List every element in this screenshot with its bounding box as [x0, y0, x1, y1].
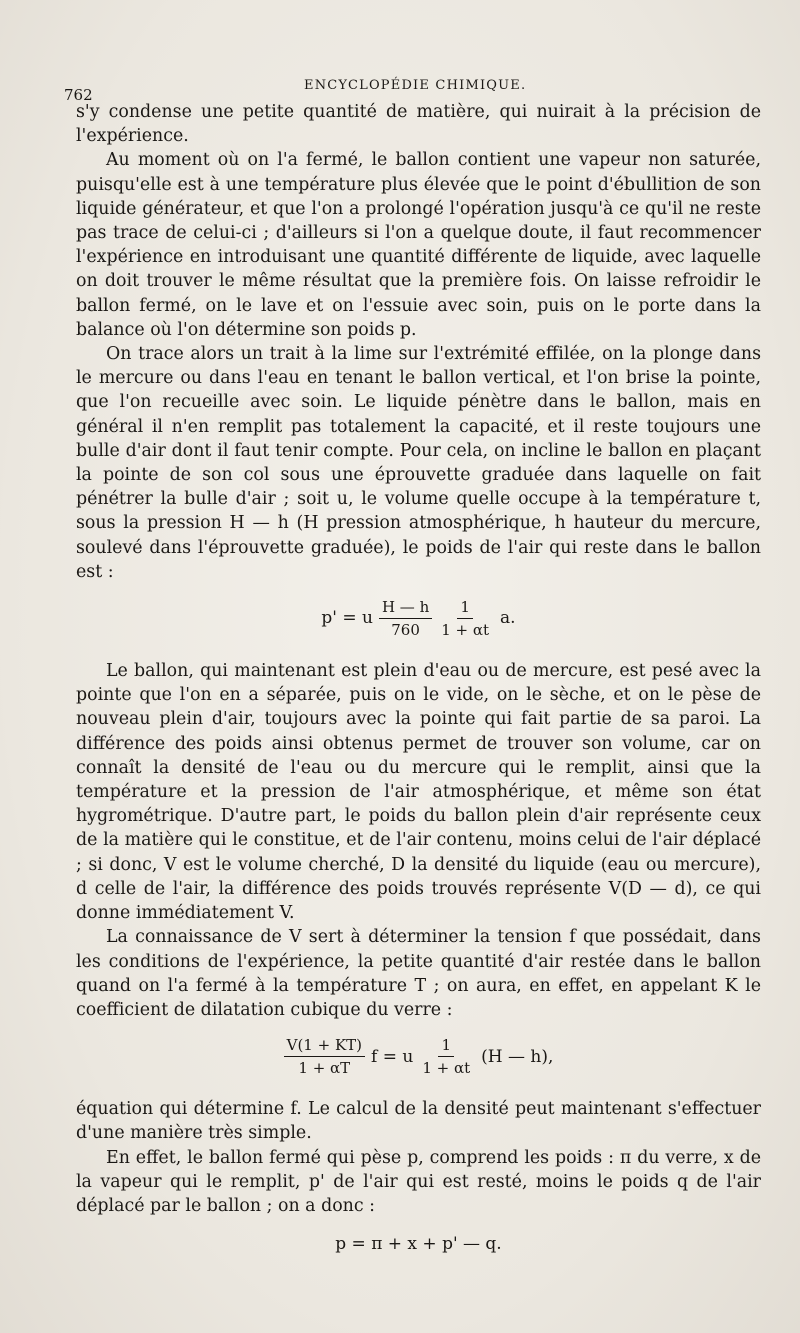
fraction-numerator: H — h	[379, 598, 432, 619]
formula-tail: (H — h),	[481, 1046, 554, 1067]
formula-middle: f = u	[371, 1046, 414, 1067]
fraction-denominator: 1 + αT	[298, 1059, 351, 1078]
formula-lhs: p' = u	[321, 608, 373, 629]
formula-balance	[76, 1232, 761, 1256]
page-header	[64, 78, 754, 102]
body-text	[76, 100, 761, 1276]
fraction-temperature	[419, 1036, 473, 1077]
page-number: 762	[64, 86, 93, 104]
fraction-pressure	[379, 598, 432, 639]
fraction-volume	[284, 1036, 365, 1077]
formula-air-weight	[76, 598, 761, 639]
fraction-numerator: V(1 + KT)	[284, 1036, 365, 1057]
fraction-denominator: 1 + αt	[441, 621, 490, 640]
fraction-denominator: 760	[391, 621, 420, 640]
formula-tension	[76, 1036, 761, 1077]
fraction-denominator: 1 + αt	[422, 1059, 471, 1078]
paragraph-7: En effet, le ballon fermé qui pèse p, comprend les poids : π du verre, x de la vapeur qui le remplit, p' de l'air qui est resté, moins le poids q de l'air déplacé par le ballon ; on a donc :	[76, 1147, 761, 1216]
paragraph-1: s'y condense une petite quantité de matière, qui nuirait à la précision de l'expérience.	[76, 102, 761, 147]
paragraph-4: Le ballon, qui maintenant est plein d'eau ou de mercure, est pesé avec la pointe que l'on en a séparée, puis on le vide, on le sèche, et on le pèse de nouveau plein d'air, toujours avec la pointe qui fait partie de sa paroi. La différence des poids ainsi obtenus permet de trouver son volume, car on connaît la densité de l'eau ou du mercure qui le remplit, ainsi que la température et la pression de l'air atmosphérique, et même son état hygrométrique. D'autre part, le poids du ballon plein d'air représente ceux de la matière qui le constitue, et de l'air contenu, moins celui de l'air déplacé ; si donc, V est le volume cherché, D la densité du liquide (eau ou mercure), d celle de l'air, la différence des poids trouvés représente V(D — d), ce qui donne immédiatement V.	[76, 661, 761, 924]
running-title: ENCYCLOPÉDIE CHIMIQUE.	[304, 78, 527, 93]
paragraph-3: On trace alors un trait à la lime sur l'extrémité effilée, on la plonge dans le mercure ou dans l'eau en tenant le ballon vertical, et l'on brise la pointe, que l'on recueille avec soin. Le liquide pénètre dans le ballon, mais en général il n'en remplit pas totalement la capacité, et il reste toujours une bulle d'air dont il faut tenir compte. Pour cela, on incline le ballon en plaçant la pointe de son col sous une éprouvette graduée dans laquelle on fait pénétrer la bulle d'air ; soit u, le volume quelle occupe à la température t, sous la pression H — h (H pression atmosphérique, h hauteur du mercure, soulevé dans l'éprouvette graduée), le poids de l'air qui reste dans le ballon est :	[76, 344, 761, 582]
formula-tail: a.	[500, 608, 516, 629]
fraction-numerator: 1	[438, 1036, 454, 1057]
paragraph-5: La connaissance de V sert à déterminer la tension f que possédait, dans les conditions de l'expérience, la petite quantité d'air restée dans le ballon quand on l'a fermé à la température T ; on aura, en effet, en appelant K le coefficient de dilatation cubique du verre :	[76, 927, 761, 1020]
fraction-numerator: 1	[457, 598, 473, 619]
paragraph-2: Au moment où on l'a fermé, le ballon contient une vapeur non saturée, puisqu'elle est à une température plus élevée que le point d'ébullition de son liquide générateur, et que l'on a prolongé l'opération jusqu'à ce qu'il ne reste pas trace de celui-ci ; d'ailleurs si l'on a quelque doute, il faut recommencer l'expérience en introduisant une quantité différente de liquide, avec laquelle on doit trouver le même résultat que la première fois. On laisse refroidir le ballon fermé, on le lave et on l'essuie avec soin, puis on le porte dans la balance où l'on détermine son poids p.	[76, 150, 761, 340]
paragraph-6: équation qui détermine f. Le calcul de la densité peut maintenant s'effectuer d'une manière très simple.	[76, 1099, 761, 1144]
formula-balance-text: p = π + x + p' — q.	[335, 1234, 502, 1255]
fraction-temperature	[438, 598, 492, 639]
